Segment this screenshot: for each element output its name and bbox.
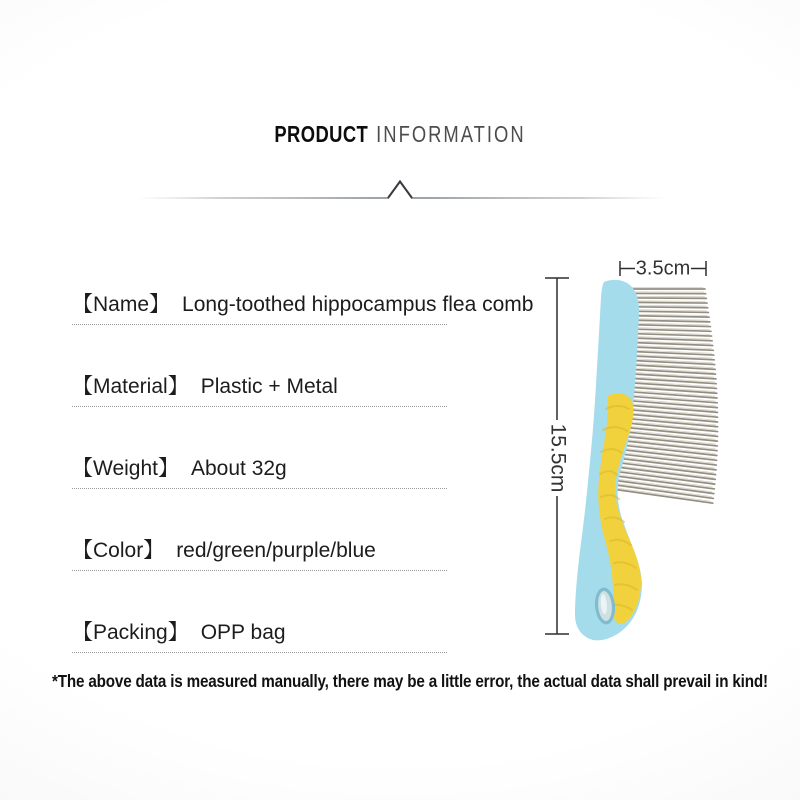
- spec-row-name: [72, 288, 534, 325]
- page-title: [80, 121, 720, 148]
- spec-row-color: [72, 534, 447, 571]
- disclaimer-text: *The above data is measured manually, there may be a little error, the actual data shall prevail in kind!: [52, 671, 768, 691]
- spec-row-material: [72, 370, 447, 407]
- section-divider: [0, 172, 800, 208]
- spec-label: 【Packing】: [72, 621, 189, 644]
- spec-row-packing: [72, 616, 447, 653]
- spec-label: 【Material】: [72, 375, 189, 398]
- product-photo-flea-comb: [520, 250, 780, 670]
- caret-up-icon: [388, 182, 412, 199]
- height-dimension-label: 15.5cm: [546, 423, 570, 493]
- spec-row-weight: [72, 452, 447, 489]
- spec-value: OPP bag: [200, 621, 286, 644]
- spec-label: 【Color】: [72, 539, 165, 562]
- page-title-bold: PRODUCT: [274, 121, 369, 147]
- spec-value: About 32g: [190, 457, 287, 480]
- page-title-light: INFORMATION: [376, 121, 526, 147]
- spec-value: Plastic + Metal: [200, 375, 338, 398]
- spec-value: red/green/purple/blue: [176, 539, 376, 562]
- spec-value: Long-toothed hippocampus flea comb: [182, 293, 534, 316]
- width-dimension-label: 3.5cm: [635, 257, 691, 280]
- spec-label: 【Weight】: [72, 457, 179, 480]
- spec-list: [72, 288, 534, 698]
- spec-label: 【Name】: [72, 293, 171, 316]
